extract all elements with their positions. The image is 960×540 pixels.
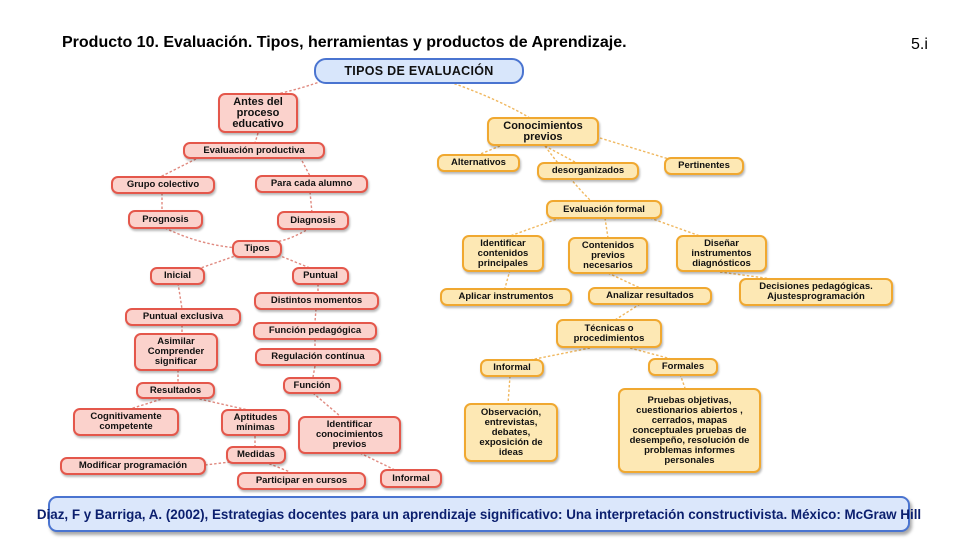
- node-informal-right: Informal: [480, 359, 544, 377]
- node-diagnosis: Diagnosis: [277, 211, 349, 230]
- node-asimilar-comprender: Asimilar Comprender significar: [134, 333, 218, 371]
- node-identificar-contenidos: Identificar contenidos principales: [462, 235, 544, 272]
- node-participar-cursos: Participar en cursos: [237, 472, 366, 490]
- slide-number: 5.i: [911, 36, 928, 53]
- node-grupo-colectivo: Grupo colectivo: [111, 176, 215, 194]
- node-aptitudes-minimas: Aptitudes mínimas: [221, 409, 290, 436]
- node-cognitivamente-competente: Cognitivamente competente: [73, 408, 179, 436]
- citation-banner: Diaz, F y Barriga, A. (2002), Estrategias docentes para un aprendizaje significativo: Una interpretación constructivista. México: McGraw Hill: [48, 496, 910, 532]
- node-puntual-exclusiva: Puntual exclusiva: [125, 308, 241, 326]
- node-funcion: Función: [283, 377, 341, 394]
- node-observacion-entrevistas: Observación, entrevistas, debates, exposición de ideas: [464, 403, 558, 462]
- node-disenar-instrumentos: Diseñar instrumentos diagnósticos: [676, 235, 767, 272]
- node-resultados: Resultados: [136, 382, 215, 399]
- node-pruebas-objetivas: Pruebas objetivas, cuestionarios abiertos , cerrados, mapas conceptuales pruebas de desempeño, resolución de problemas informes personales: [618, 388, 761, 473]
- node-tipos: Tipos: [232, 240, 282, 258]
- root-node: TIPOS DE EVALUACIÓN: [314, 58, 524, 84]
- node-identificar-conocimientos: Identificar conocimientos previos: [298, 416, 401, 454]
- node-evaluacion-productiva: Evaluación productiva: [183, 142, 325, 159]
- node-informal-left: Informal: [380, 469, 442, 488]
- node-formales: Formales: [648, 358, 718, 376]
- node-distintos-momentos: Distintos momentos: [254, 292, 379, 310]
- node-aplicar-instrumentos: Aplicar instrumentos: [440, 288, 572, 306]
- node-medidas: Medidas: [226, 446, 286, 464]
- node-alternativos: Alternativos: [437, 154, 520, 172]
- node-desorganizados: desorganizados: [537, 162, 639, 180]
- node-antes-proceso: Antes del proceso educativo: [218, 93, 298, 133]
- node-pertinentes: Pertinentes: [664, 157, 744, 175]
- node-inicial: Inicial: [150, 267, 205, 285]
- node-para-cada-alumno: Para cada alumno: [255, 175, 368, 193]
- node-analizar-resultados: Analizar resultados: [588, 287, 712, 305]
- link-root-conocimientos: [450, 82, 530, 118]
- node-tecnicas-procedimientos: Técnicas o procedimientos: [556, 319, 662, 348]
- node-funcion-pedagogica: Función pedagógica: [253, 322, 377, 340]
- node-decisiones-pedagogicas: Decisiones pedagógicas. Ajustesprogramación: [739, 278, 893, 306]
- node-prognosis: Prognosis: [128, 210, 203, 229]
- slide-title: Producto 10. Evaluación. Tipos, herramientas y productos de Aprendizaje.: [62, 34, 627, 51]
- node-evaluacion-formal: Evaluación formal: [546, 200, 662, 219]
- node-conocimientos-previos: Conocimientos previos: [487, 117, 599, 146]
- node-regulacion-continua: Regulación contínua: [255, 348, 381, 366]
- node-modificar-programacion: Modificar programación: [60, 457, 206, 475]
- node-contenidos-previos: Contenidos previos necesarios: [568, 237, 648, 274]
- node-puntual: Puntual: [292, 267, 349, 285]
